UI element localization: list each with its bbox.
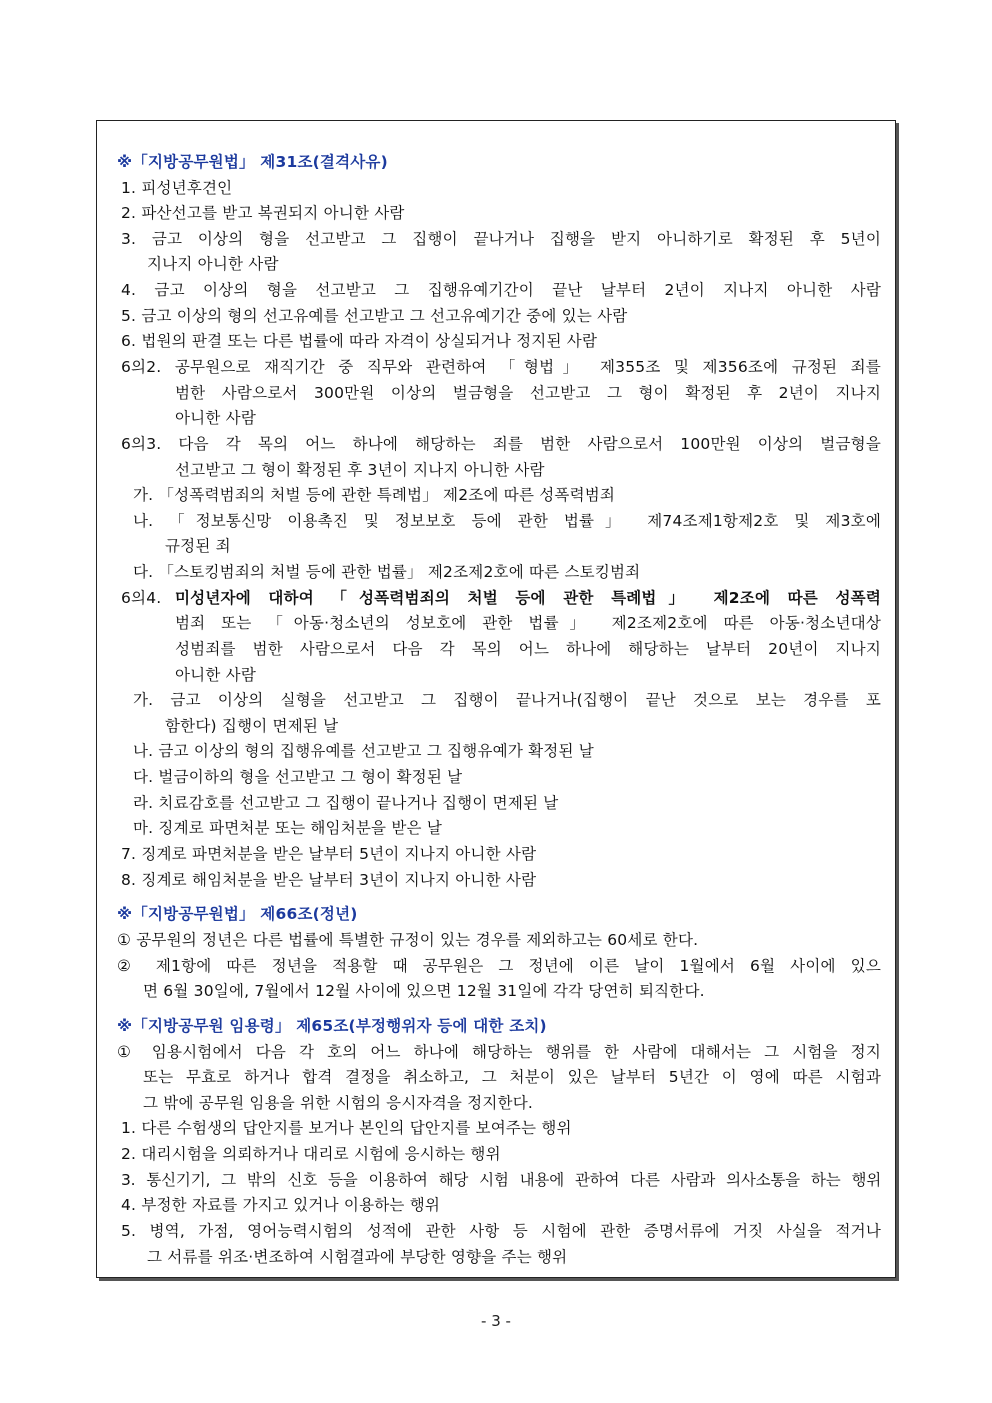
list-item: 6의2. 공무원으로 재직기간 중 직무와 관련하여 「형법」 제355조 및 제356조에 규정된 죄를	[121, 358, 881, 376]
list-item-continued: 선고받고 그 형이 확정된 후 3년이 지나지 아니한 사람	[175, 461, 545, 479]
sub-item: 가. 「성폭력범죄의 처벌 등에 관한 특례법」 제2조에 따른 성폭력범죄	[133, 486, 616, 504]
list-item: 3. 금고 이상의 형을 선고받고 그 집행이 끝나거나 집행을 받지 아니하기로 확정된 후 5년이	[121, 230, 881, 248]
list-item: 4. 금고 이상의 형을 선고받고 그 집행유예기간이 끝난 날부터 2년이 지나지 아니한 사람	[121, 281, 881, 299]
section3-heading: ※「지방공무원 임용령」 제65조(부정행위자 등에 대한 조치)	[117, 1017, 547, 1035]
list-item: 6. 법원의 판결 또는 다른 법률에 따라 자격이 상실되거나 정지된 사람	[121, 332, 598, 350]
list-item: 5. 금고 이상의 형의 선고유예를 선고받고 그 선고유예기간 중에 있는 사람	[121, 307, 628, 325]
list-item-continued: 범한 사람으로서 300만원 이상의 벌금형을 선고받고 그 형이 확정된 후 2년이 지나지	[175, 384, 881, 402]
list-item-bold: 미성년자에 대하여 「성폭력범죄의 처벌 등에 관한 특례법」 제2조에 따른 성폭력	[175, 589, 881, 607]
list-item-number: 6의4.	[121, 589, 162, 607]
paragraph-continued: 그 밖에 공무원 임용을 위한 시험의 응시자격을 정지한다.	[143, 1094, 533, 1112]
sub-item: 나. 금고 이상의 형의 집행유예를 선고받고 그 집행유예가 확정된 날	[133, 742, 594, 760]
list-item: 7. 징계로 파면처분을 받은 날부터 5년이 지나지 아니한 사람	[121, 845, 537, 863]
list-item-continued: 지나지 아니한 사람	[147, 255, 279, 273]
list-item: 2. 대리시험을 의뢰하거나 대리로 시험에 응시하는 행위	[121, 1145, 501, 1163]
list-item-continued: 그 서류를 위조·변조하여 시험결과에 부당한 영향을 주는 행위	[147, 1248, 568, 1266]
sub-item: 다. 「스토킹범죄의 처벌 등에 관한 법률」 제2조제2호에 따른 스토킹범죄	[133, 563, 641, 581]
sub-item: 나. 「정보통신망 이용촉진 및 정보보호 등에 관한 법률」 제74조제1항제2호 및 제3호에	[133, 512, 881, 530]
legal-reference-box	[96, 120, 896, 1278]
section1-heading: ※「지방공무원법」 제31조(결격사유)	[117, 153, 388, 171]
box-content	[97, 121, 895, 1277]
list-item-continued: 성범죄를 범한 사람으로서 다음 각 목의 어느 하나에 해당하는 날부터 20년이 지나지	[175, 640, 881, 658]
list-item: 6의3. 다음 각 목의 어느 하나에 해당하는 죄를 범한 사람으로서 100만원 이상의 벌금형을	[121, 435, 881, 453]
paragraph: ① 공무원의 정년은 다른 법률에 특별한 규정이 있는 경우를 제외하고는 60세로 한다.	[117, 931, 699, 949]
list-item: 2. 파산선고를 받고 복권되지 아니한 사람	[121, 204, 405, 222]
list-item: 1. 피성년후견인	[121, 179, 233, 197]
paragraph: ① 임용시험에서 다음 각 호의 어느 하나에 해당하는 행위를 한 사람에 대해서는 그 시험을 정지	[117, 1043, 881, 1061]
sub-item: 가. 금고 이상의 실형을 선고받고 그 집행이 끝나거나(집행이 끝난 것으로 보는 경우를 포	[133, 691, 881, 709]
paragraph-continued: 또는 무효로 하거나 합격 결정을 취소하고, 그 처분이 있은 날부터 5년간 이 영에 따른 시험과	[143, 1068, 881, 1086]
list-item: 3. 통신기기, 그 밖의 신호 등을 이용하여 해당 시험 내용에 관하여 다른 사람과 의사소통을 하는 행위	[121, 1171, 881, 1189]
sub-item: 마. 징계로 파면처분 또는 해임처분을 받은 날	[133, 819, 443, 837]
sub-item-continued: 규정된 죄	[165, 537, 231, 555]
paragraph-continued: 면 6월 30일에, 7월에서 12월 사이에 있으면 12월 31일에 각각 당연히 퇴직한다.	[143, 982, 705, 1000]
list-item-continued: 범죄 또는 「아동·청소년의 성보호에 관한 법률」 제2조제2호에 따른 아동·청소년대상	[175, 614, 881, 632]
sub-item: 라. 치료감호를 선고받고 그 집행이 끝나거나 집행이 면제된 날	[133, 794, 559, 812]
list-item-continued: 아니한 사람	[175, 409, 256, 427]
sub-item-continued: 함한다) 집행이 면제된 날	[165, 717, 339, 735]
section2-heading: ※「지방공무원법」 제66조(정년)	[117, 905, 358, 923]
page-number: - 3 -	[481, 1312, 511, 1330]
list-item: 8. 징계로 해임처분을 받은 날부터 3년이 지나지 아니한 사람	[121, 871, 537, 889]
list-item-continued: 아니한 사람	[175, 666, 256, 684]
list-item: 5. 병역, 가점, 영어능력시험의 성적에 관한 사항 등 시험에 관한 증명서류에 거짓 사실을 적거나	[121, 1222, 881, 1240]
list-item: 1. 다른 수험생의 답안지를 보거나 본인의 답안지를 보여주는 행위	[121, 1119, 572, 1137]
list-item: 4. 부정한 자료를 가지고 있거나 이용하는 행위	[121, 1196, 441, 1214]
paragraph: ② 제1항에 따른 정년을 적용할 때 공무원은 그 정년에 이른 날이 1월에서 6월 사이에 있으	[117, 957, 881, 975]
sub-item: 다. 벌금이하의 형을 선고받고 그 형이 확정된 날	[133, 768, 463, 786]
